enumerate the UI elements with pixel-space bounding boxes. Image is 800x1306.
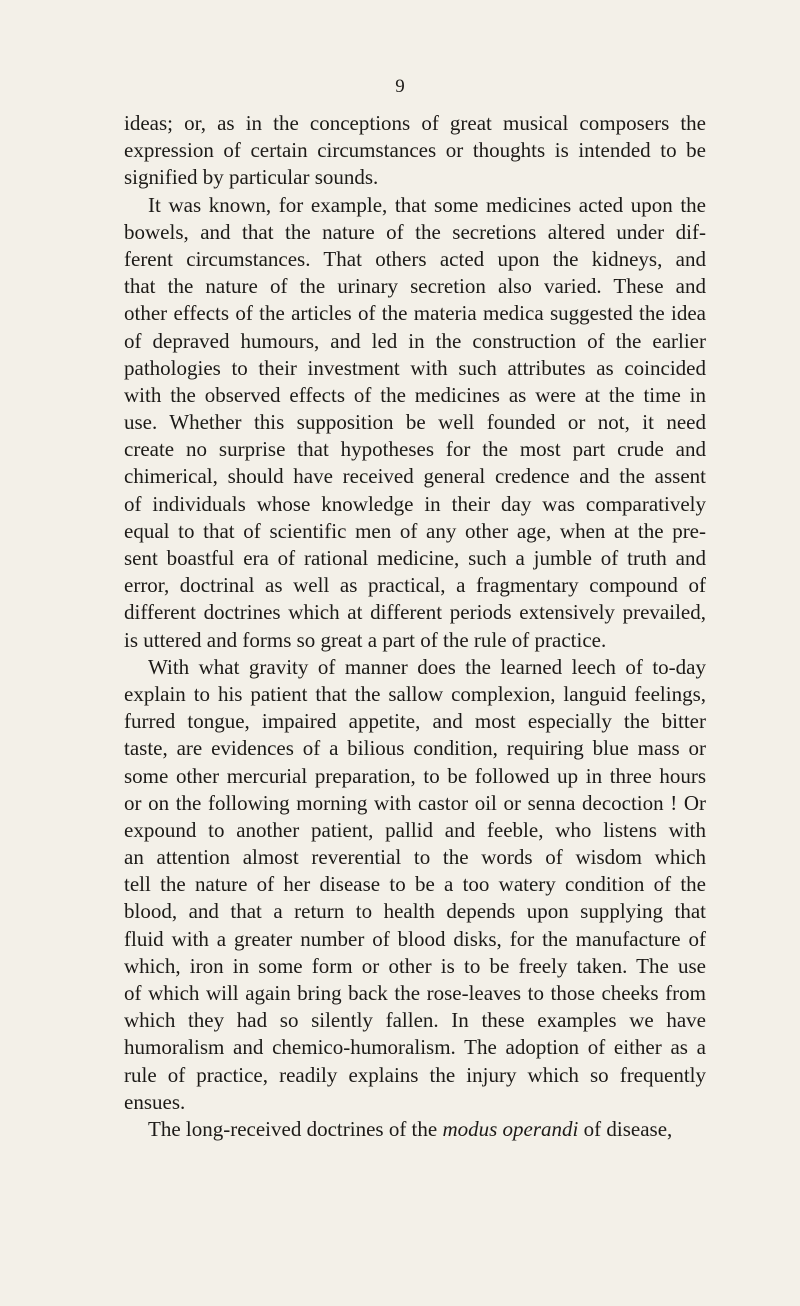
text-line: humoralism and chemico-humoralism. The adoption of either as a bbox=[124, 1035, 706, 1060]
text-line: create no surprise that hypotheses for the most part crude and bbox=[124, 437, 706, 462]
text-line: error, doctrinal as well as practical, a fragmentary compound of bbox=[124, 573, 706, 598]
text-line: furred tongue, impaired appetite, and most especially the bitter bbox=[124, 709, 706, 734]
text-line: different doctrines which at different periods extensively prevailed, bbox=[124, 600, 706, 625]
text-line: ensues. bbox=[124, 1089, 186, 1114]
text-line: ferent circumstances. That others acted upon the kidneys, and bbox=[124, 246, 706, 271]
final-line-italic: modus operandi bbox=[442, 1116, 579, 1141]
text-line: tell the nature of her disease to be a too watery condition of the bbox=[124, 872, 706, 897]
final-line-end: of disease, bbox=[578, 1116, 673, 1141]
text-line: of which will again bring back the rose-leaves to those cheeks from bbox=[124, 981, 706, 1005]
text-line: expound to another patient, pallid and feeble, who listens with bbox=[124, 817, 706, 842]
text-line: equal to that of scientific men of any other age, when at the pre- bbox=[124, 518, 706, 543]
text-line: With what gravity of manner does the learned leech of to-day bbox=[148, 654, 706, 679]
text-line: other effects of the articles of the materia medica suggested the idea bbox=[124, 301, 706, 326]
text-line: or on the following morning with castor oil or senna decoction ! Or bbox=[124, 790, 706, 815]
text-line: pathologies to their investment with such attributes as coincided bbox=[124, 355, 706, 380]
text-line: with the observed effects of the medicines as were at the time in bbox=[124, 382, 706, 407]
text-line: sent boastful era of rational medicine, such a jumble of truth and bbox=[124, 546, 706, 570]
text-line: of depraved humours, and led in the construction of the earlier bbox=[124, 328, 706, 353]
final-line-start: The long-received doctrines of the bbox=[148, 1116, 443, 1141]
text-line: that the nature of the urinary secretion also varied. These and bbox=[124, 274, 706, 299]
text-line: which, iron in some form or other is to be freely taken. The use bbox=[124, 953, 706, 978]
text-line: an attention almost reverential to the words of wisdom which bbox=[124, 845, 706, 870]
text-line: rule of practice, readily explains the injury which so frequently bbox=[124, 1062, 706, 1087]
text-line: chimerical, should have received general credence and the assent bbox=[124, 464, 706, 489]
text-line: some other mercurial preparation, to be followed up in three hours bbox=[124, 763, 706, 788]
text-line: taste, are evidences of a bilious condition, requiring blue mass or bbox=[124, 736, 706, 761]
text-line: It was known, for example, that some medicines acted upon the bbox=[148, 192, 706, 217]
text-line: ideas; or, as in the conceptions of great musical composers the bbox=[124, 111, 706, 135]
text-line: explain to his patient that the sallow complexion, languid feelings, bbox=[124, 681, 706, 706]
text-line: of individuals whose knowledge in their day was comparatively bbox=[124, 491, 706, 516]
text-line: use. Whether this supposition be well founded or not, it need bbox=[124, 410, 706, 435]
text-line: signified by particular sounds. bbox=[124, 165, 379, 190]
text-line: blood, and that a return to health depends upon supplying that bbox=[124, 899, 706, 924]
text-line-final bbox=[124, 1116, 706, 1143]
text-line: fluid with a greater number of blood disks, for the manufacture of bbox=[124, 926, 706, 951]
text-line: which they had so silently fallen. In these examples we have bbox=[124, 1008, 706, 1033]
body-text bbox=[124, 110, 706, 1143]
page-number: 9 bbox=[395, 76, 405, 97]
text-line: expression of certain circumstances or thoughts is intended to be bbox=[124, 138, 706, 163]
text-line: bowels, and that the nature of the secretions altered under dif- bbox=[124, 219, 706, 244]
text-line: is uttered and forms so great a part of the rule of practice. bbox=[124, 627, 607, 652]
